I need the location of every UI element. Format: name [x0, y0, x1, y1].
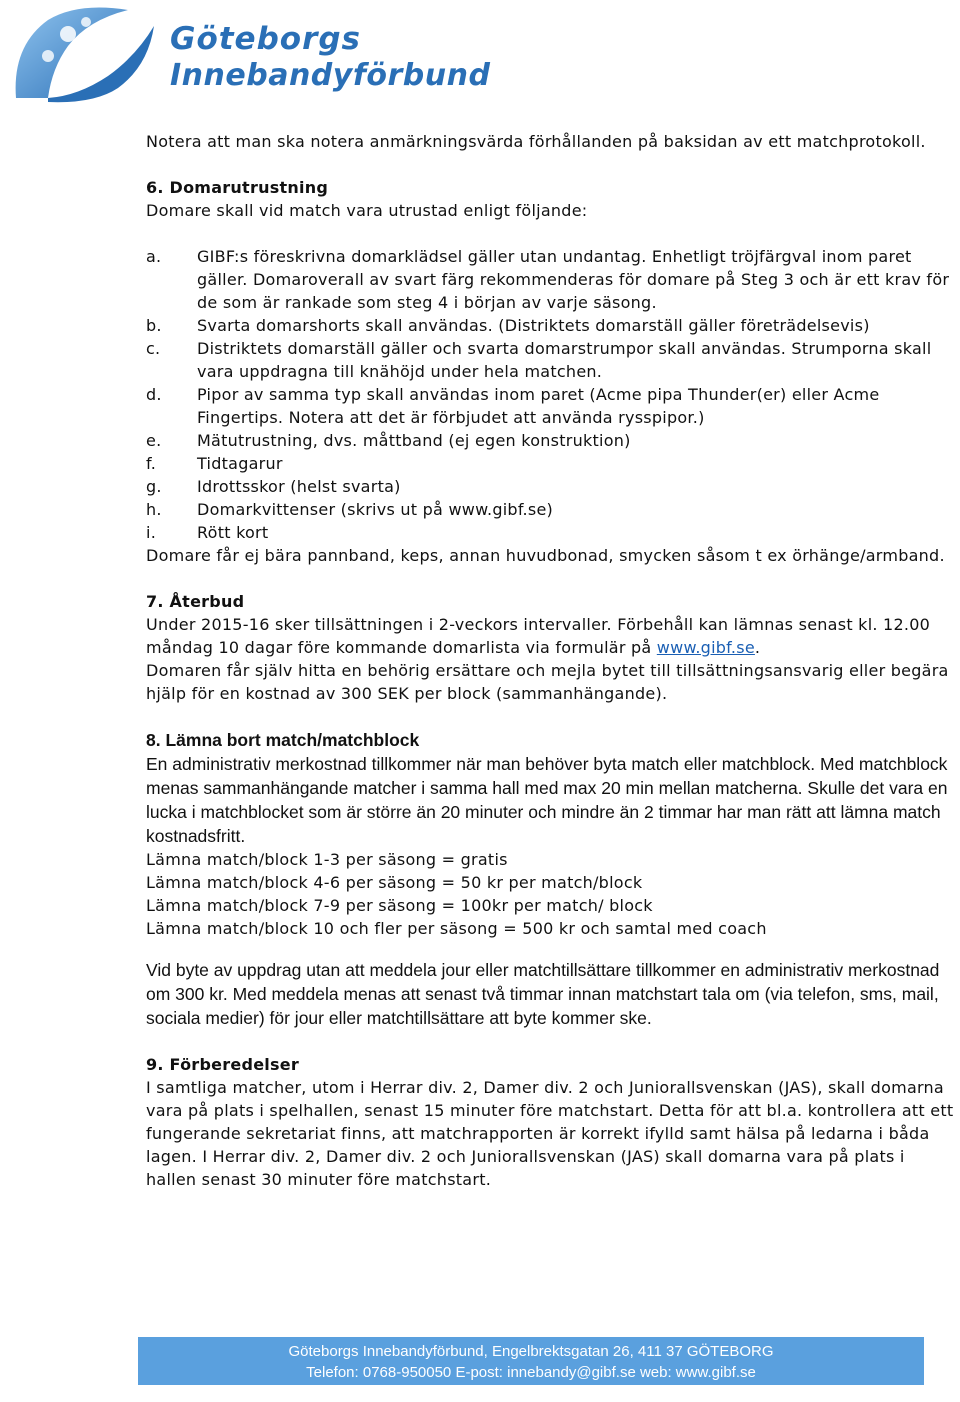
- list-item: f. Tidtagarur: [146, 454, 283, 473]
- section-9-heading: 9. Förberedelser: [146, 1055, 300, 1074]
- list-item: d. Pipor av samma typ skall användas inom paret (Acme pipa Thunder(er) eller Acme Fingertips. Notera att det är förbjudet att använda rysspipor.): [146, 385, 880, 427]
- fee-list: [146, 848, 960, 940]
- list-item: i. Rött kort: [146, 523, 269, 542]
- equipment-list: [146, 245, 960, 544]
- list-item: g. Idrottsskor (helst svarta): [146, 477, 401, 496]
- floorball-logo-icon: [8, 6, 158, 106]
- section-7-text2: Domaren får själv hitta en behörig ersättare och mejla bytet till tillsättningsansvarig eller begära hjälp för en kostnad av 300 SEK per block (sammanhängande).: [146, 661, 949, 703]
- list-item: Lämna match/block 7-9 per säsong = 100kr per match/ block: [146, 896, 653, 915]
- section-8-para2: Vid byte av uppdrag utan att meddela jour eller matchtillsättare tillkommer en administrativ merkostnad om 300 kr. Med meddela menas att senast två timmar innan matchstart tala om (via telefon, sms, mail, sociala medier) för jour eller matchtillsättare att byte kommer ske.: [146, 960, 940, 1028]
- list-item: Lämna match/block 1-3 per säsong = gratis: [146, 850, 508, 869]
- intro-note: Notera att man ska notera anmärkningsvärda förhållanden på baksidan av ett matchprotokoll.: [146, 132, 926, 151]
- list-item: Lämna match/block 10 och fler per säsong = 500 kr och samtal med coach: [146, 919, 767, 938]
- org-name-line1: Göteborgs: [170, 21, 362, 57]
- list-item: h. Domarkvittenser (skrivs ut på www.gibf.se): [146, 500, 554, 519]
- list-item: c. Distriktets domarställ gäller och svarta domarstrumpor skall användas. Strumporna skall vara uppdragna till knähöjd under hela matchen.: [146, 339, 932, 381]
- section-6-lead: Domare skall vid match vara utrustad enligt följande:: [146, 201, 588, 220]
- footer: [138, 1337, 924, 1385]
- list-item: Lämna match/block 4-6 per säsong = 50 kr per match/block: [146, 873, 643, 892]
- logo: [8, 6, 491, 106]
- section-7-text: Under 2015-16 sker tillsättningen i 2-veckors intervaller. Förbehåll kan lämnas senast kl. 12.00 måndag 10 dagar före kommande domarlista via formulär på www.gibf.se.: [146, 615, 931, 657]
- gibf-link[interactable]: www.gibf.se: [656, 638, 755, 657]
- document-body: [146, 130, 960, 1191]
- org-name-line2: Innebandyförbund: [170, 58, 491, 93]
- section-8-para1: En administrativ merkostnad tillkommer när man behöver byta match eller matchblock. Med matchblock menas sammanhängande matcher i samma hall med max 20 min mellan matcherna. Skulle det vara en lucka i matchblocket som är större än 20 minuter och mindre än 2 timmar har man rätt att lämna match kostnadsfritt.: [146, 754, 948, 846]
- footer-address: Göteborgs Innebandyförbund, Engelbrektsgatan 26, 411 37 GÖTEBORG: [288, 1343, 774, 1360]
- footer-contact: Telefon: 0768-950050 E-post: innebandy@gibf.se web: www.gibf.se: [306, 1364, 756, 1381]
- list-item: b. Svarta domarshorts skall användas. (Distriktets domarställ gäller företrädelsevis): [146, 316, 870, 335]
- list-item: a. GIBF:s föreskrivna domarklädsel gäller utan undantag. Enhetligt tröjfärgval inom paret gäller. Domaroverall av svart färg rekommenderas för domare på Steg 3 och är ett krav för de som är rankade som steg 4 i början av varje säsong.: [146, 247, 950, 312]
- org-name: [170, 21, 491, 93]
- list-item: e. Mätutrustning, dvs. måttband (ej egen konstruktion): [146, 431, 631, 450]
- section-9-text: I samtliga matcher, utom i Herrar div. 2, Damer div. 2 och Juniorallsvenskan (JAS), skall domarna vara på plats i spelhallen, senast 15 minuter före matchstart. Detta för att bl.a. kontrollera att ett fungerande sekretariat finns, att matchrapporten är korrekt ifylld samt hälsa på ledarna i båda lagen. I Herrar div. 2, Damer div. 2 och Juniorallsvenskan (JAS) skall domarna vara på plats i hallen senast 30 minuter före matchstart.: [146, 1078, 954, 1189]
- section-7-heading: 7. Återbud: [146, 592, 245, 611]
- section-6-closing: Domare får ej bära pannband, keps, annan huvudbonad, smycken såsom t ex örhänge/armband.: [146, 546, 945, 565]
- section-6-heading: 6. Domarutrustning: [146, 178, 329, 197]
- section-8-heading: 8. Lämna bort match/matchblock: [146, 730, 420, 750]
